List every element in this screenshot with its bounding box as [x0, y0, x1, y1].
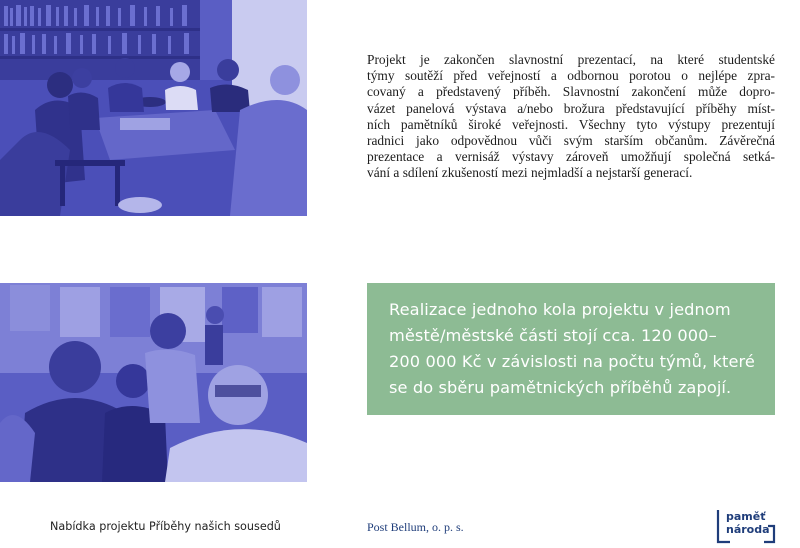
body-line: Projekt je zakončen slavnostní prezentací, na které studentské [367, 52, 775, 67]
body-line: prezentace a vernisáž výstavy zároveň umožňují společná setká- [367, 149, 775, 165]
body-line: vání a sdílení zkušeností mezi nejmladší a nejstarší generací. [367, 165, 693, 181]
logo-line-1: paměť [726, 510, 766, 523]
photo-exhibition-visitors [0, 283, 307, 482]
callout-line: městě/městské části stojí cca. 120 000– [389, 326, 717, 345]
body-line: vázet panelová výstava a/nebo brožura představující příběhy míst- [367, 100, 775, 116]
logo-line-2: národa [726, 523, 770, 536]
footer-publication-title: Nabídka projektu Příběhy našich sousedů [50, 520, 281, 533]
body-line: týmy soutěží před veřejností a odbornou porotou o nejlépe zpra- [367, 68, 775, 84]
callout-line: Realizace jednoho kola projektu v jednom [389, 300, 731, 319]
logo-text [726, 510, 770, 536]
body-line: ních pamětníků široké veřejnosti. Všechny tyto výstupy prezentují [367, 116, 775, 132]
body-line: covaný a představený příběh. Slavnostní zakončení může dopro- [367, 84, 775, 100]
callout-line: 200 000 Kč v závislosti na počtu týmů, které [389, 352, 755, 371]
pamet-naroda-logo [716, 508, 778, 546]
photo-meeting-library [0, 0, 307, 216]
footer-organization: Post Bellum, o. p. s. [367, 520, 464, 534]
body-paragraph [367, 52, 775, 182]
cost-callout-box [367, 283, 775, 415]
callout-line: se do sběru pamětnických příběhů zapojí. [389, 378, 732, 397]
body-line: radnici jako odpovědnou vůči svým starším občanům. Závěrečná [367, 133, 775, 149]
